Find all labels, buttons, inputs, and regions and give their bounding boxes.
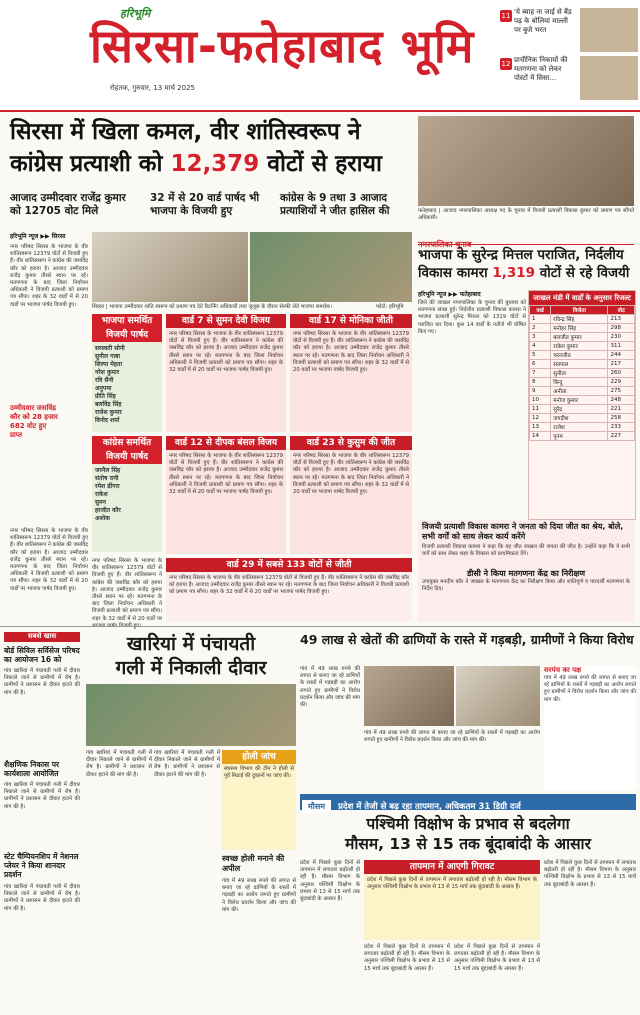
lead-subhead: 32 में से 20 वार्ड पार्षद भी भाजपा के विजयी हुए — [150, 192, 260, 217]
kharian-headline[interactable]: खारियां में पंचायती गली में निकाली दीवार — [115, 633, 267, 679]
fatehabad-tag: नगरपालिका चुनाव — [418, 240, 472, 249]
table-row: 12 जगदीश 258 — [530, 414, 635, 423]
dhani-photo — [364, 666, 454, 726]
lead-body-continued: नगर परिषद सिरसा के भाजपा के वीर शांतिस्वरूप 12379 वोटों से विजयी हुए हैं। वीर शांतिस्वरूप ने कांग्रेस की जसविंद्र कौर को हराया है। आजाद उम्मीदवार राजेंद्र कुमार तीसरे स्थान पर रहे। मतगणना के बाद जिला निर्वाचन अधिकारी ने विजयी प्रत्याशी को प्रमाण पत्र सौंपा। शहर के 32 वार्डों में से 20 वार्डों पर भाजपा पार्षद विजयी हुए। — [10, 528, 88, 592]
weather-body: प्रदेश में पिछले कुछ दिनों से तापमान में लगातार बढ़ोतरी हो रही है। मौसम विभाग के अनुसार पश्चिमी विक्षोभ के प्रभाव से 13 से 15 मार्च तक बूंदाबांदी के आसार हैं। — [454, 944, 540, 972]
congress-names-list: जरनैल सिंह संतोष रानी रमेश ढींगरा राकेश सुमन हरजीत कौर अशोक — [95, 467, 121, 522]
table-row: 6 सतपाल 217 — [530, 360, 635, 369]
kharian-photo — [86, 684, 296, 746]
side-body: गांव खारियां में पंचायती गली में दीवार निकाले जाने से ग्रामीणों में रोष है। ग्रामीणों ने प्रशासन से दीवार हटाने की मांग की है। — [4, 884, 80, 912]
weather-body: प्रदेश में पिछले कुछ दिनों से तापमान में लगातार बढ़ोतरी हो रही है। मौसम विभाग के अनुसार पश्चिमी विक्षोभ के प्रभाव से 13 से 15 मार्च तक बूंदाबांदी के आसार हैं। — [544, 860, 636, 888]
teaser-text: 'ये ब्याह ना जाई से बैंड पढ़ के बोलियां माल्ली पर बुजे भरत — [514, 8, 572, 34]
dhani-body: गांव में 49 लाख रुपये की लागत से बनाए जा रहे ढाणियों के रास्तों में गड़बड़ी का आरोप लगाते हुए ग्रामीणों ने विरोध प्रदर्शन किया और जांच की मांग की। — [364, 730, 540, 744]
lead-photo-certificate — [92, 232, 248, 302]
weather-body: प्रदेश में पिछले कुछ दिनों से तापमान में लगातार बढ़ोतरी हो रही है। मौसम विभाग के अनुसार पश्चिमी विक्षोभ के प्रभाव से 13 से 15 मार्च तक बूंदाबांदी के आसार हैं। — [364, 944, 450, 972]
ward-7-box: वार्ड 7 से सुमन देवी विजय नगर परिषद सिरसा के भाजपा के वीर शांतिस्वरूप 12379 वोटों से विजयी हुए हैं। वीर शांतिस्वरूप ने कांग्रेस की जसविंद्र कौर को हराया है। आजाद उम्मीदवार राजेंद्र कुमार तीसरे स्थान पर रहे। मतगणना के बाद जिला निर्वाचन अधिकारी ने विजयी प्रत्याशी को प्रमाण पत्र सौंपा। शहर के 32 वार्डों में से 20 वार्डों पर भाजपा पार्षद विजयी हुए। — [166, 314, 286, 432]
section-rule — [0, 626, 640, 627]
table-row: 2 मनोहर सिंह 298 — [530, 324, 635, 333]
weather-kicker-bar — [300, 794, 636, 810]
fatehabad-body: जिले की जाखल नगरपालिका के चुनाव की बुधवार को मतगणना संपन्न हुई। निर्दलीय प्रत्याशी विकास कामरा ने भाजपा प्रत्याशी सुरेन्द्र मित्तल को 1319 वोटों से पराजित कर दिया। कुल 14 वार्डों के नतीजे भी घोषित किए गए। — [418, 300, 526, 335]
teaser-photo — [580, 8, 638, 52]
teaser-page-number: 12 — [501, 60, 511, 68]
kamra-statement-box: विजयी प्रत्याशी विकास कामरा ने जनता को दिया जीत का श्रेय, बोले, सभी वर्गों को साथ लेकर कार्य करेंगे विजयी प्रत्याशी विकास कामरा ने कहा कि यह जीत जाखल की जनता की जीत है। उन्होंने कहा कि वे सभी वर्गों को साथ लेकर शहर के विकास को प्राथमिकता देंगे। डीसी ने किया मतगणना केंद्र का निरीक्षण उपायुक्त मनदीप कौर ने जाखल के मतगणना केंद्र का निरीक्षण किया और शांतिपूर्ण व पारदर्शी मतगणना के निर्देश दिए। — [418, 520, 634, 622]
health-headline[interactable]: स्वच्छ होली मनाने की अपील — [222, 854, 285, 873]
table-row: 14 पूनम 227 — [530, 432, 635, 441]
lead-subhead: आजाद उम्मीदवार राजेंद्र कुमार को 12705 वोट मिले — [10, 192, 126, 217]
fatehabad-photo-caption: फतेहाबाद | आजाद नगरपालिका अध्यक्ष पद के चुनाव में विजयी प्रत्याशी विकास कुमार को प्रमाण पत्र सौंपते अधिकारी। — [418, 208, 634, 222]
ward-23-box: वार्ड 23 से कुसुम की जीत नगर परिषद सिरसा के भाजपा के वीर शांतिस्वरूप 12379 वोटों से विजयी हुए हैं। वीर शांतिस्वरूप ने कांग्रेस की जसविंद्र कौर को हराया है। आजाद उम्मीदवार राजेंद्र कुमार तीसरे स्थान पर रहे। मतगणना के बाद जिला निर्वाचन अधिकारी ने विजयी प्रत्याशी को प्रमाण पत्र सौंपा। शहर के 32 वार्डों में से 20 वार्डों पर भाजपा पार्षद विजयी हुए। — [290, 436, 412, 554]
lead-headline-number: 12,379 — [170, 151, 260, 177]
health-body: गांव में 49 लाख रुपये की लागत से बनाए जा रहे ढाणियों के रास्तों में गड़बड़ी का आरोप लगाते हुए ग्रामीणों ने विरोध प्रदर्शन किया और जांच की मांग की। — [222, 878, 296, 913]
table-row: 11 सुरेंद्र 221 — [530, 405, 635, 414]
table-row: 9 अनीता 275 — [530, 387, 635, 396]
table-row: 8 बिन्दु 229 — [530, 378, 635, 387]
dhani-road-headline[interactable]: 49 लाख से खेतों की ढाणियों के रास्ते में गड़बड़ी, ग्रामीणों ने किया विरोध — [300, 632, 634, 647]
ward-29-box: वार्ड 29 में सबसे 133 वोटों से जीती नगर परिषद सिरसा के भाजपा के वीर शांतिस्वरूप 12379 वोटों से विजयी हुए हैं। वीर शांतिस्वरूप ने कांग्रेस की जसविंद्र कौर को हराया है। आजाद उम्मीदवार राजेंद्र कुमार तीसरे स्थान पर रहे। मतगणना के बाद जिला निर्वाचन अधिकारी ने विजयी प्रत्याशी को प्रमाण पत्र सौंपा। शहर के 32 वार्डों में से 20 वार्डों पर भाजपा पार्षद विजयी हुए। — [166, 558, 412, 622]
lead-stat-callout: उम्मीदवार जसविंद्र कौर को 28 हजार 682 वोट हुए प्राप्त — [10, 404, 58, 439]
fatehabad-byline: हरिभूमि न्यूज ▶▶ फतेहाबाद — [418, 291, 481, 298]
weather-headline[interactable]: पश्चिमी विक्षोभ के प्रभाव से बदलेगा मौसम, 13 से 15 तक बूंदाबांदी के आसार — [345, 815, 591, 853]
kamra-box-headline: विजयी प्रत्याशी विकास कामरा ने जनता को दिया जीत का श्रेय, बोले, सभी वर्गों को साथ लेकर कार्य करेंगे — [422, 522, 624, 541]
teaser-photo — [580, 56, 638, 100]
table-row: 7 सुनीता 260 — [530, 369, 635, 378]
congress-box-title: कांग्रेस समर्थित विजयी पार्षद — [92, 436, 162, 464]
side-headline[interactable]: शैक्षणिक निकास पर कार्यशाला आयोजित — [4, 760, 60, 778]
table-row: 13 राजेश 233 — [530, 423, 635, 432]
side-body: गांव खारियां में पंचायती गली में दीवार निकाले जाने से ग्रामीणों में रोष है। ग्रामीणों ने प्रशासन से दीवार हटाने की मांग की है। — [4, 668, 80, 696]
kharian-body: गांव खारियां में पंचायती गली में दीवार निकाले जाने से ग्रामीणों में रोष है। ग्रामीणों ने प्रशासन से दीवार हटाने की मांग की है। — [86, 750, 152, 778]
side-body: गांव खारियां में पंचायती गली में दीवार निकाले जाने से ग्रामीणों में रोष है। ग्रामीणों ने प्रशासन से दीवार हटाने की मांग की है। — [4, 782, 80, 810]
sarpanch-side-box: सरपंच का पक्ष गांव में 49 लाख रुपये की लागत से बनाए जा रहे ढाणियों के रास्तों में गड़बड़ी का आरोप लगाते हुए ग्रामीणों ने विरोध प्रदर्शन किया और जांच की मांग की। — [544, 666, 636, 790]
side-headline[interactable]: बोर्ड सिविल सर्विसेज परिषद का आयोजन 16 को — [4, 646, 80, 664]
congress-councillor-box — [92, 436, 162, 552]
fatehabad-tag-rule — [418, 232, 634, 249]
lead-photo-procession — [250, 232, 412, 302]
ward-results-table: वार्ड विजेता वोट 1 रविन्द्र सिंह 213 2 मनोहर सिंह 298 3 बलजीत कुमार 230 4 राकेश कुमार 311 5 चरनजीत 244 6 सतपाल 217 7 सुनीता 260 8 बिन्दु 229 9 अनीता 275 10 मनोज कुमार 248 11 सुरेंद्र 221 12 जगदीश 258 13 राजेश 233 14 पूनम 227 — [529, 305, 635, 441]
side-headline[interactable]: स्टेट चैम्पियनशिप में नेशनल प्लेयर ने किया शानदार प्रदर्शन — [4, 852, 79, 879]
holi-check-box: होली जांच स्वास्थ्य विभाग की टीम ने होली से पूर्व मिठाई की दुकानों पर जांच की। — [222, 750, 296, 850]
dateline: रोहतक, गुरुवार, 13 मार्च 2025 — [110, 84, 195, 92]
teaser-text: प्राचीनिक निकायों की मतगणना को लेकर पोस्टों में सिसा... — [514, 56, 568, 82]
ward-12-box: वार्ड 12 से दीपक बंसल विजय नगर परिषद सिरसा के भाजपा के वीर शांतिस्वरूप 12379 वोटों से विजयी हुए हैं। वीर शांतिस्वरूप ने कांग्रेस की जसविंद्र कौर को हराया है। आजाद उम्मीदवार राजेंद्र कुमार तीसरे स्थान पर रहे। मतगणना के बाद जिला निर्वाचन अधिकारी ने विजयी प्रत्याशी को प्रमाण पत्र सौंपा। शहर के 32 वार्डों में से 20 वार्डों पर भाजपा पार्षद विजयी हुए। — [166, 436, 286, 554]
weather-kicker: प्रदेश में तेजी से बढ़ रहा तापमान, अधिकतम 31 डिग्री दर्ज — [338, 802, 521, 812]
lead-subhead: कांग्रेस के 9 तथा 3 आजाद प्रत्याशियों ने जीत हासिल की — [280, 192, 390, 217]
table-row: 10 मनोज कुमार 248 — [530, 396, 635, 405]
dc-inspection-headline: डीसी ने किया मतगणना केंद्र का निरीक्षण — [466, 569, 586, 578]
weather-body: प्रदेश में पिछले कुछ दिनों से तापमान में लगातार बढ़ोतरी हो रही है। मौसम विभाग के अनुसार पश्चिमी विक्षोभ के प्रभाव से 13 से 15 मार्च तक बूंदाबांदी के आसार हैं। — [300, 860, 360, 903]
table-row: 4 राकेश कुमार 311 — [530, 342, 635, 351]
teaser-item[interactable] — [500, 8, 638, 54]
newspaper-title: सिरसा-फतेहाबाद भूमि — [90, 19, 475, 73]
side-column-title: सबसे खास — [4, 632, 80, 642]
bjp-names-list: सरस्वती सोनी सुनील गाबा शिल्पा मेहता नरेश कुमार रवि सैनी अनुपमा प्रीति सिंह बलविंद्र सिंह राजेश कुमार विनोद शर्मा — [95, 345, 125, 424]
lead-headline[interactable]: सिरसा में खिला कमल, वीर शांतिस्वरूप ने कांग्रेस प्रत्याशी को 12,379 वोटों से हराया — [10, 119, 382, 177]
kharian-body: गांव खारियां में पंचायती गली में दीवार निकाले जाने से ग्रामीणों में रोष है। ग्रामीणों ने प्रशासन से दीवार हटाने की मांग की है। — [154, 750, 220, 778]
weather-tag: मौसम — [302, 800, 331, 813]
bjp-box-title: भाजपा समर्थित विजयी पार्षद — [92, 314, 162, 342]
table-row: 3 बलजीत कुमार 230 — [530, 333, 635, 342]
lead-body-text: नगर परिषद सिरसा के भाजपा के वीर शांतिस्वरूप 12379 वोटों से विजयी हुए हैं। वीर शांतिस्वरूप ने कांग्रेस की जसविंद्र कौर को हराया है। आजाद उम्मीदवार राजेंद्र कुमार तीसरे स्थान पर रहे। मतगणना के बाद जिला निर्वाचन अधिकारी ने विजयी प्रत्याशी को प्रमाण पत्र सौंपा। शहर के 32 वार्डों में से 20 वार्डों पर भाजपा पार्षद विजयी हुए। — [10, 244, 88, 308]
teaser-item[interactable] — [500, 56, 638, 102]
ward-17-box: वार्ड 17 से मोनिका जीती नगर परिषद सिरसा के भाजपा के वीर शांतिस्वरूप 12379 वोटों से विजयी हुए हैं। वीर शांतिस्वरूप ने कांग्रेस की जसविंद्र कौर को हराया है। आजाद उम्मीदवार राजेंद्र कुमार तीसरे स्थान पर रहे। मतगणना के बाद जिला निर्वाचन अधिकारी ने विजयी प्रत्याशी को प्रमाण पत्र सौंपा। शहर के 32 वार्डों में से 20 वार्डों पर भाजपा पार्षद विजयी हुए। — [290, 314, 412, 432]
table-row: 5 चरनजीत 244 — [530, 351, 635, 360]
dhani-body: गांव में 49 लाख रुपये की लागत से बनाए जा रहे ढाणियों के रास्तों में गड़बड़ी का आरोप लगाते हुए ग्रामीणों ने विरोध प्रदर्शन किया और जांच की मांग की। — [300, 666, 360, 709]
dhani-photo — [456, 666, 540, 726]
fatehabad-headline[interactable]: भाजपा के सुरेन्द्र मित्तल पराजित, निर्दलीय विकास कामरा 1,319 वोटों से रहे विजयी — [418, 247, 630, 281]
table-row: 1 रविन्द्र सिंह 213 — [530, 315, 635, 324]
lead-photo-officials — [418, 116, 634, 206]
brand-logo-small: हरिभूमि — [120, 7, 151, 20]
masthead-rule — [0, 110, 640, 112]
lead-byline: हरिभूमि न्यूज ▶▶ सिरसा — [10, 233, 66, 240]
teaser-page-number: 11 — [501, 12, 511, 20]
lead-body-continued: नगर परिषद सिरसा के भाजपा के वीर शांतिस्वरूप 12379 वोटों से विजयी हुए हैं। वीर शांतिस्वरूप ने कांग्रेस की जसविंद्र कौर को हराया है। आजाद उम्मीदवार राजेंद्र कुमार तीसरे स्थान पर रहे। मतगणना के बाद जिला निर्वाचन अधिकारी ने विजयी प्रत्याशी को प्रमाण पत्र सौंपा। शहर के 32 वार्डों में से 20 वार्डों पर — [92, 558, 162, 622]
lead-photo-caption: सिरसा | भाजपा उम्मीदवार शांति स्वरूप को प्रमाण पत्र देते रिटर्निंग अधिकारी तथा जुलूस के दौरान सेल्फी लेते भाजपा समर्थक। — [92, 304, 332, 310]
ward-results-box — [528, 290, 636, 520]
ward-results-title: जाखल मंडी में वार्डों के अनुसार रिजल्ट — [529, 291, 635, 305]
photo-credit: फोटो: हरिभूमि — [376, 304, 404, 310]
temperature-drop-box: तापमान में आएगी गिरावट प्रदेश में पिछले कुछ दिनों से तापमान में लगातार बढ़ोतरी हो रही है। मौसम विभाग के अनुसार पश्चिमी विक्षोभ के प्रभाव से 13 से 15 मार्च तक बूंदाबांदी के आसार हैं। — [364, 860, 540, 940]
bjp-councillor-box — [92, 314, 162, 432]
